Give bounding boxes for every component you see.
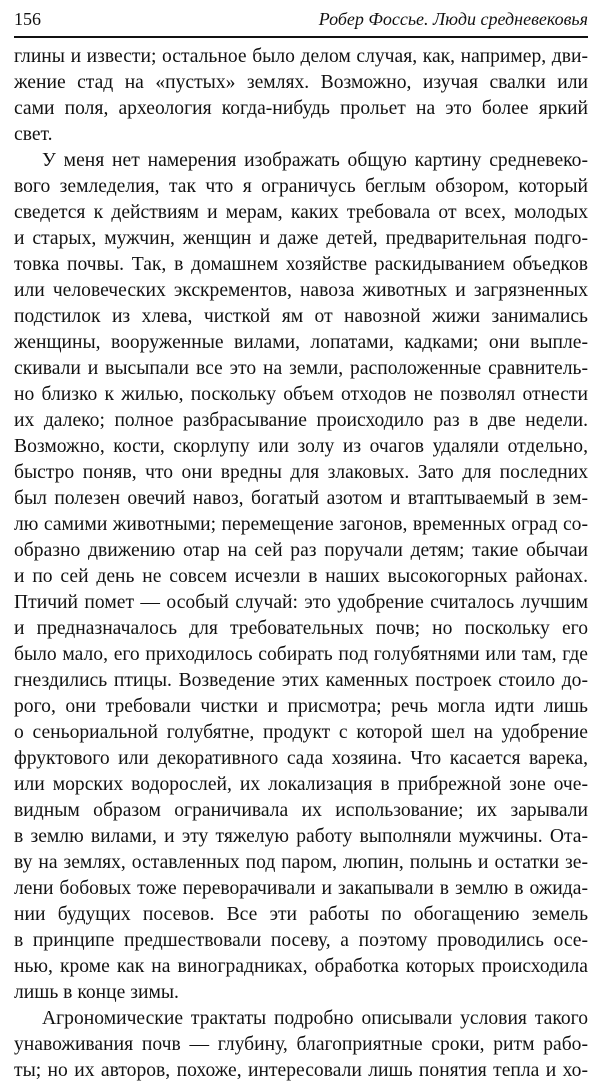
text-line: сведется к действиям и мерам, каких требовала от всех, молодых xyxy=(14,202,588,223)
text-line: лишь в конце зимы. xyxy=(14,982,179,1003)
text-line: фруктового или декоративного сада хозяина. Что касается варека, xyxy=(14,748,588,769)
page-number: 156 xyxy=(14,9,41,29)
text-line: видным образом ограничивала их использование; их зарывали xyxy=(14,800,588,821)
text-line: и предназначалось для требовательных почв; но поскольку его xyxy=(14,618,588,639)
text-line: нии будущих посевов. Все эти работы по обогащению земель xyxy=(14,904,588,925)
text-line: и старых, мужчин, женщин и даже детей, предварительная подго- xyxy=(14,228,588,249)
text-line: сами поля, археология когда-нибудь прольет на это более яркий xyxy=(14,98,588,119)
running-title: Робер Фоссье. Люди средневековья xyxy=(318,9,588,29)
text-line: ву на землях, оставленных под паром, люпин, полынь и остатки зе- xyxy=(14,852,588,873)
text-line: ты; но их авторов, похоже, интересовали лишь понятия тепла и хо- xyxy=(14,1060,588,1081)
page-header xyxy=(14,6,588,32)
text-line: лени бобовых тоже переворачивали и закапывали в землю в ожида- xyxy=(14,878,588,899)
text-line: свет. xyxy=(14,124,53,145)
text-line: Возможно, кости, скорлупу или золу из очагов удаляли отдельно, xyxy=(14,436,588,457)
text-line: в землю вилами, и эту тяжелую работу выполняли мужчины. Ота- xyxy=(14,826,588,847)
body-text xyxy=(14,44,588,1084)
text-line: рого, они требовали чистки и присмотра; речь могла идти лишь xyxy=(14,696,588,717)
text-line: быстро поняв, что они вредны для злаковых. Зато для последних xyxy=(14,462,588,483)
text-line: женщины, вооруженные вилами, лопатами, кадками; они выпле- xyxy=(14,332,588,353)
text-line: лю самими животными; перемещение загонов, временных оград со- xyxy=(14,514,588,535)
text-line: скивали и высыпали все это на земли, расположенные сравнитель- xyxy=(14,358,588,379)
text-line: подстилок из хлева, чисткой ям от навозной жижи занимались xyxy=(14,306,588,327)
text-line: о сеньориальной голубятне, продукт с которой шел на удобрение xyxy=(14,722,588,743)
text-line: или человеческих экскрементов, навоза животных и загрязненных xyxy=(14,280,588,301)
text-line: или морских водорослей, их локализация в прибрежной зоне оче- xyxy=(14,774,588,795)
text-line: товка почвы. Так, в домашнем хозяйстве раскидыванием объедков xyxy=(14,254,588,275)
text-line: и по сей день не совсем исчезли в наших высокогорных районах. xyxy=(14,566,588,587)
text-line: гнездились птицы. Возведение этих каменных построек стоило до- xyxy=(14,670,588,691)
paragraph xyxy=(14,148,588,1006)
text-line: было мало, его приходилось собирать под голубятнями или там, где xyxy=(14,644,588,665)
text-line: унавоживания почв — глубину, благоприятные сроки, ритм рабо- xyxy=(14,1034,588,1055)
text-line: их далеко; полное разбрасывание происходило раз в две недели. xyxy=(14,410,588,431)
text-line: Птичий помет — особый случай: это удобрение считалось лучшим xyxy=(14,592,588,613)
text-line: жение стад на «пустых» землях. Возможно, изучая свалки или xyxy=(14,72,588,93)
text-line: Агрономические трактаты подробно описывали условия такого xyxy=(42,1008,588,1029)
paragraph xyxy=(14,44,588,148)
header-rule xyxy=(14,36,588,38)
text-line: образно движению отар на сей раз поручали детям; такие обычаи xyxy=(14,540,588,561)
text-line: но близко к жилью, поскольку объем отходов не позволял отнести xyxy=(14,384,588,405)
text-line: в принципе предшествовали посеву, а поэтому проводились осе- xyxy=(14,930,588,951)
text-line: был полезен овечий навоз, богатый азотом и втаптываемый в зем- xyxy=(14,488,588,509)
text-line: глины и извести; остальное было делом случая, как, например, дви- xyxy=(14,46,588,67)
text-line: У меня нет намерения изображать общую картину средневеко- xyxy=(42,150,588,171)
text-line: нью, кроме как на виноградниках, обработка которых происходила xyxy=(14,956,588,977)
text-line: вого земледелия, так что я ограничусь беглым обзором, который xyxy=(14,176,588,197)
